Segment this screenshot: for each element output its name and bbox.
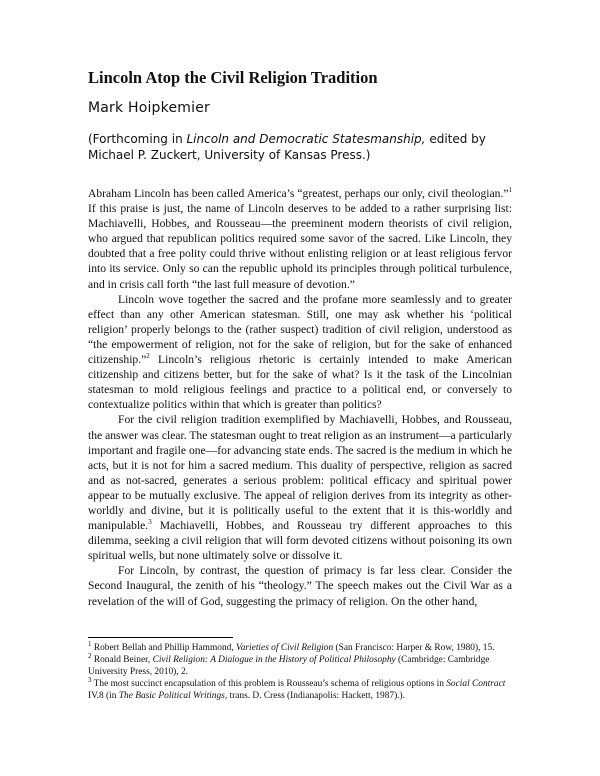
footnote-book-title: Social Contract <box>446 679 506 689</box>
footnote <box>88 651 518 678</box>
author-name: Mark Hoipkemier <box>88 100 210 116</box>
paragraph-text: For the civil religion tradition exemplified by Machiavelli, Hobbes, and Rousseau, the answer was clear. The statesman ought to treat religion as an instrument—a particularly important and fragile one—for advancing state ends. The sacred is the medium in which he acts, but it is not for him a sacred medium. This duality of perspective, religion as sacred and as not-sacred, generates a serious problem: political efficacy and spiritual power appear to be mutually exclusive. The appeal of religion derives from its integrity as other-worldly and divine, but it is politically useful to the extent that it is this-worldly and manipulable. <box>88 413 512 533</box>
footnote-number: 1 <box>88 639 92 648</box>
footnote-ref[interactable]: 1 <box>508 186 512 195</box>
publication-note-suffix: edited by Michael P. Zuckert, University of Kansas Press.) <box>88 132 486 162</box>
paragraph-text: If this praise is just, the name of Lincoln deserves to be added to a rather surprising list: Machiavelli, Hobbes, and Rousseau—the preeminent modern theorists of civil religion, who argued that republican politics required some savor of the sacred. Like Lincoln, they doubted that a free polity could thrive without enlisting religion or at least religious fervor into its service. Only so can the republic uphold its principles through political turbulence, and in crisis call forth “the last full measure of devotion.” <box>88 202 512 291</box>
paragraph-text: For Lincoln, by contrast, the question of primacy is far less clear. Consider the Second Inaugural, the zenith of his “theology.” The speech makes out the Civil War as a revelation of the will of God, suggesting the primacy of religion. On the other hand, <box>88 564 512 608</box>
footnote-number: 3 <box>88 675 92 684</box>
footnote-text: IV.8 (in <box>88 691 119 701</box>
footnote-text: (San Francisco: Harper & Row, 1980), 15. <box>333 643 495 653</box>
footnote-text: Robert Bellah and Phillip Hammond, <box>91 643 237 653</box>
paragraph-text: Lincoln wove together the sacred and the profane more seamlessly and to greater effect than any other American statesman. Still, one may ask whether his ‘political religion’ properly belongs to the (rather suspect) tradition of civil religion, understood as “the empowerment of religion, not for the sake of religion, but for the sake of enhanced citizenship.” <box>88 292 512 367</box>
footnote-text: trans. D. Cress (Indianapolis: Hackett, 1987).). <box>227 691 405 701</box>
footnote-ref[interactable]: 2 <box>146 352 150 361</box>
paper-title: Lincoln Atop the Civil Religion Tradition <box>88 68 378 87</box>
paragraph <box>88 563 512 608</box>
paragraph <box>88 186 512 292</box>
paragraph <box>88 292 512 413</box>
paragraph <box>88 412 512 563</box>
footnote <box>88 639 518 654</box>
footnote-book-title: Varieties of Civil Religion <box>236 643 334 653</box>
footnote-text: (Cambridge: Cambridge University Press, 2010), 2. <box>88 655 490 677</box>
footnotes <box>88 639 518 702</box>
publication-note-prefix: (Forthcoming in <box>88 132 187 146</box>
body-text <box>88 186 512 609</box>
paragraph-text: Abraham Lincoln has been called America’s “greatest, perhaps our only, civil theologian.” <box>88 187 509 200</box>
footnote-book-title: The Basic Political Writings, <box>118 691 228 701</box>
paragraph-text: Lincoln’s religious rhetoric is certainly intended to make American citizenship and citizens better, but for the sake of what? Is it the task of the Lincolnian statesman to mold religious feelings and practice to a political end, or conversely to contextualize politics within that which is greater than politics? <box>88 353 512 412</box>
paragraph-text: Machiavelli, Hobbes, and Rousseau try different approaches to this dilemma, seeking a civil religion that will form devoted citizens without poisoning its own spiritual wells, but none ultimately solve or dissolve it. <box>88 519 512 563</box>
footnote-text: Ronald Beiner, <box>91 655 153 665</box>
publication-note <box>88 131 528 163</box>
book-title: Lincoln and Democratic Statesmanship, <box>186 132 426 146</box>
footnote-text: The most succinct encapsulation of this problem is Rousseau’s schema of religious options in <box>91 679 447 689</box>
footnote-divider <box>88 637 233 638</box>
footnote-ref[interactable]: 3 <box>148 518 152 527</box>
footnote-book-title: Civil Religion: A Dialogue in the History of Political Philosophy <box>152 655 396 665</box>
footnote-number: 2 <box>88 651 92 660</box>
footnote <box>88 675 518 702</box>
